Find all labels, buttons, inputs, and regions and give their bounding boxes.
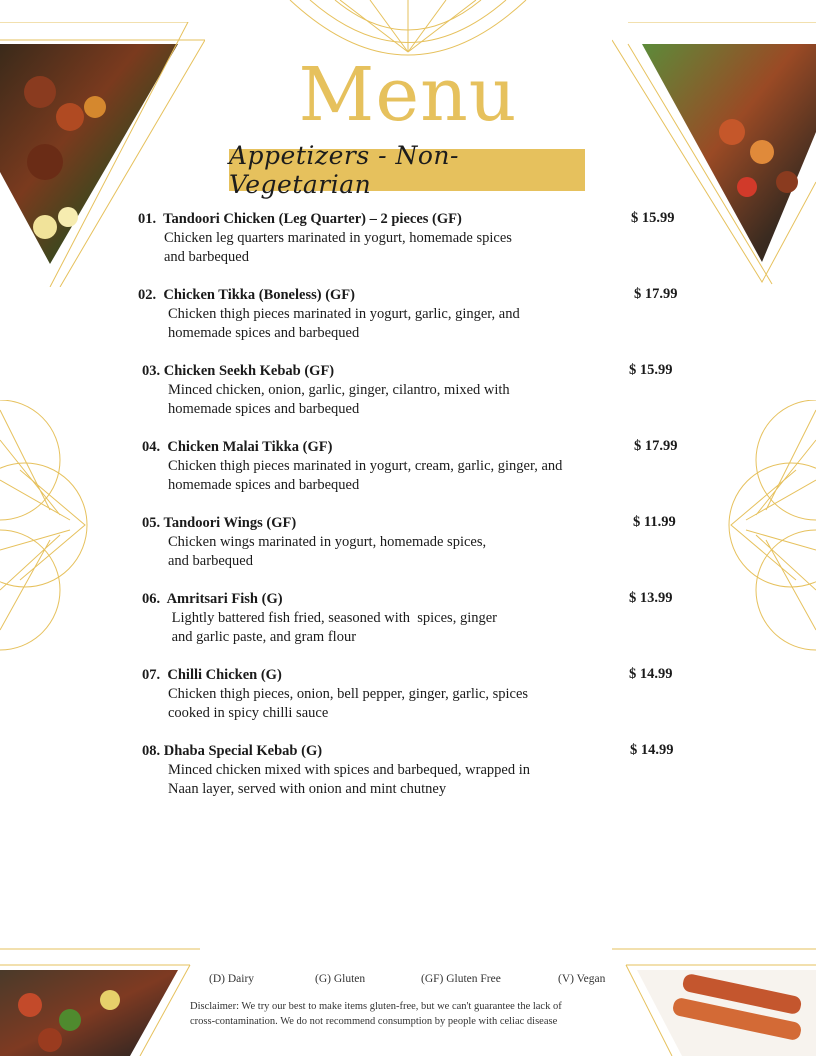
legend-dairy: (D) Dairy [209,973,255,985]
item-description: Naan layer, served with onion and mint chutney [168,781,447,797]
item-description: homemade spices and barbequed [168,325,360,341]
item-price: $ 13.99 [629,590,673,606]
item-description: Chicken thigh pieces marinated in yogurt, garlic, ginger, and [168,306,520,322]
mandala-right-ornament [721,400,816,655]
menu-item [142,590,497,647]
legend-vegan: (V) Vegan [558,973,606,985]
menu-item [142,514,486,571]
mandala-left-ornament [0,400,95,655]
item-price: $ 15.99 [631,210,675,226]
item-description: Minced chicken mixed with spices and barbequed, wrapped in [168,762,530,778]
item-name: 05. Tandoori Wings (GF) [142,515,297,531]
menu-item [142,362,510,419]
food-photo-bottom-right [612,945,816,1056]
item-price: $ 17.99 [634,438,678,454]
item-name: 06. Amritsari Fish (G) [142,591,283,607]
section-title: Appetizers - Non-Vegetarian [229,141,459,199]
disclaimer-text: Disclaimer: We try our best to make items gluten-free, but we can't guarantee the lack of cross-contamination. We do not recommend consumption by people with celiac disease [190,1001,562,1027]
item-price: $ 17.99 [634,286,678,302]
item-price: $ 11.99 [633,514,676,530]
menu-item [138,286,520,343]
item-description: and garlic paste, and gram flour [168,629,357,645]
item-price: $ 14.99 [629,666,673,682]
item-description: Chicken thigh pieces marinated in yogurt, cream, garlic, ginger, and [168,458,563,474]
item-name: 03. Chicken Seekh Kebab (GF) [142,363,335,379]
item-description: Lightly battered fish fried, seasoned with spices, ginger [168,610,497,626]
item-price: $ 15.99 [629,362,673,378]
item-description: homemade spices and barbequed [168,477,360,493]
item-name: 07. Chilli Chicken (G) [142,667,282,683]
item-name: 04. Chicken Malai Tikka (GF) [142,439,333,455]
menu-title: Menu [298,52,518,138]
item-price: $ 14.99 [630,742,674,758]
item-description: Minced chicken, onion, garlic, ginger, cilantro, mixed with [168,382,510,398]
legend-gluten: (G) Gluten [315,973,366,985]
item-description: Chicken thigh pieces, onion, bell pepper, ginger, garlic, spices [168,686,529,702]
menu-item [138,210,512,267]
mandala-top-ornament [280,0,536,60]
section-banner [229,141,585,199]
item-description: Chicken wings marinated in yogurt, homemade spices, [168,534,487,550]
item-description: cooked in spicy chilli sauce [168,705,329,721]
legend-gluten-free: (GF) Gluten Free [421,973,501,985]
menu-item [142,438,562,495]
item-description: and barbequed [164,249,249,265]
item-name: 08. Dhaba Special Kebab (G) [142,743,323,759]
item-name: 01. Tandoori Chicken (Leg Quarter) – 2 pieces (GF) [138,211,462,227]
item-description: and barbequed [168,553,253,569]
food-photo-bottom-left [0,945,200,1056]
item-description: Chicken leg quarters marinated in yogurt, homemade spices [164,230,512,246]
item-description: homemade spices and barbequed [168,401,360,417]
menu-item [142,742,530,799]
item-name: 02. Chicken Tikka (Boneless) (GF) [138,287,355,303]
menu-item [142,666,528,723]
